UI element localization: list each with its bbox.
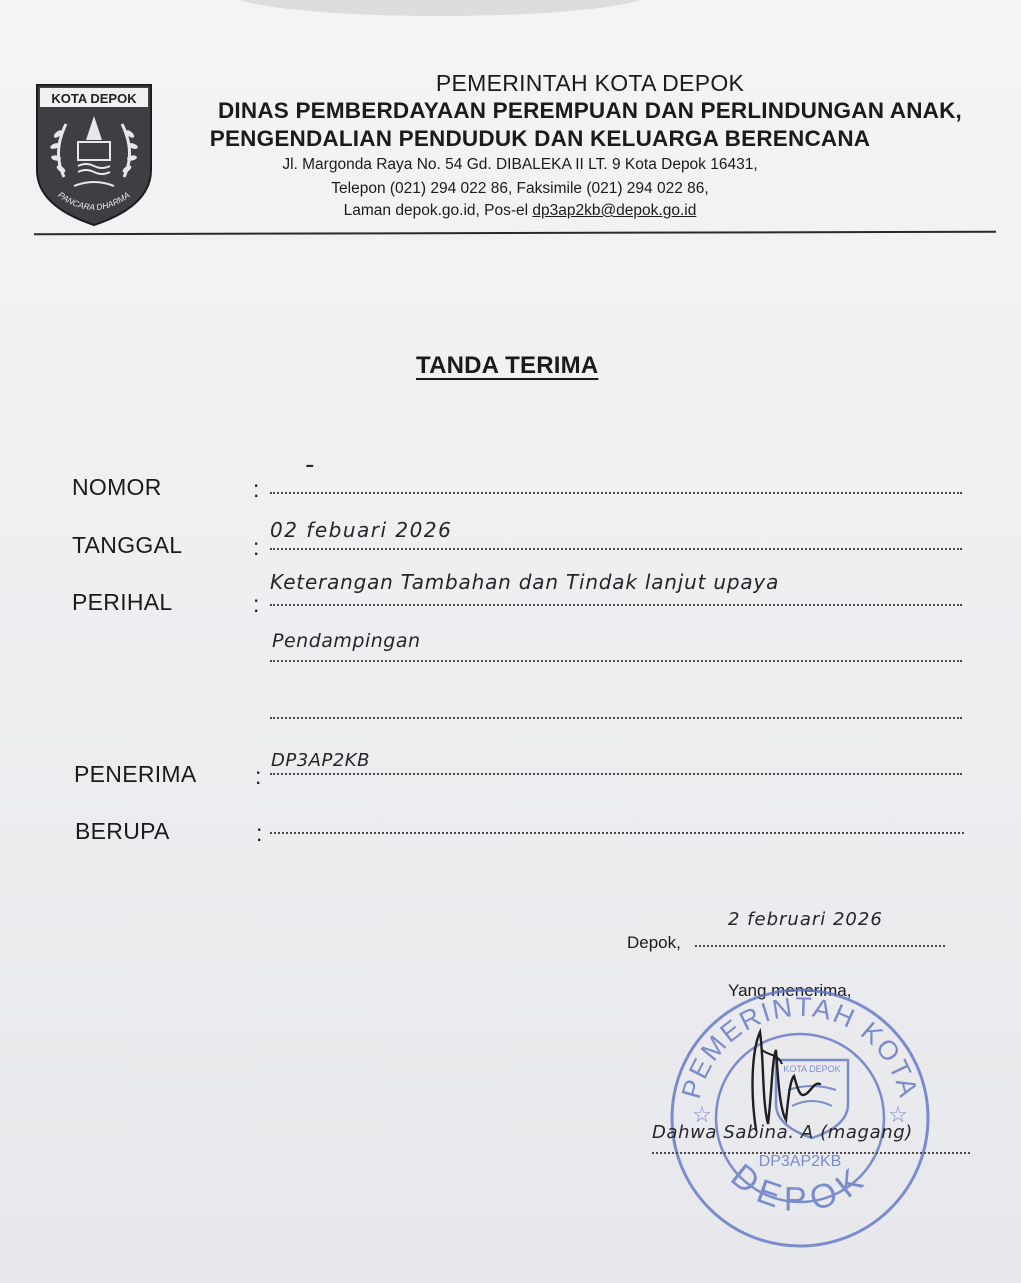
penerima-dotted-line: [270, 773, 962, 775]
department-name-line1: DINAS PEMBERDAYAAN PEREMPUAN DAN PERLINDUNGAN ANAK,: [217, 98, 963, 123]
nomor-label: NOMOR: [72, 474, 162, 500]
stamp-badge-text: KOTA DEPOK: [783, 1064, 841, 1074]
stamp-right-star-icon: ☆: [888, 1102, 908, 1127]
stamp-inner-text: DP3AP2KB: [758, 1153, 842, 1170]
berupa-dotted-line: [270, 832, 964, 834]
emblem-top-text: KOTA DEPOK: [51, 91, 137, 106]
receiver-label: Yang menerima,: [728, 981, 852, 1000]
office-address: Jl. Margonda Raya No. 54 Gd. DIBALEKA II LT. 9 Kota Depok 16431,: [282, 156, 758, 173]
office-email-link[interactable]: dp3ap2kb@depok.go.id: [532, 202, 697, 219]
nomor-dotted-line: [270, 492, 962, 494]
place-label: Depok,: [627, 933, 681, 952]
document-title: TANDA TERIMA: [416, 352, 599, 379]
office-web: [90, 202, 950, 220]
emblem-motto-text: PANCARA DHARMA: [56, 189, 132, 213]
department-name-line2: PENGENDALIAN PENDUDUK DAN KELUARGA BERENCANA: [209, 126, 871, 151]
signer-name-dotted-line: [652, 1152, 970, 1154]
perihal-dotted-line-1: [270, 604, 962, 606]
perihal-value-line1: Keterangan Tambahan dan Tindak lanjut upaya: [270, 570, 780, 594]
penerima-value: DP3AP2KB: [271, 750, 370, 771]
stamp-top-text: PEMERINTAH KOTA: [675, 991, 925, 1102]
office-phone: Telepon (021) 294 022 86, Faksimile (021) 294 022 86,: [331, 180, 709, 197]
place-date-dotted-line: [695, 945, 945, 947]
penerima-colon: :: [255, 763, 262, 789]
penerima-label: PENERIMA: [74, 761, 197, 787]
government-name: PEMERINTAH KOTA DEPOK: [435, 70, 745, 96]
stamp-left-star-icon: ☆: [692, 1102, 712, 1127]
perihal-colon: :: [253, 591, 260, 617]
tanggal-label: TANGGAL: [72, 532, 183, 558]
perihal-dotted-line-2: [270, 660, 962, 662]
tanggal-dotted-line: [270, 548, 962, 550]
berupa-colon: :: [256, 820, 263, 846]
perihal-value-line2: Pendampingan: [272, 630, 421, 652]
letterhead-divider: [34, 231, 996, 236]
stamp-bottom-text: DEPOK: [723, 1156, 877, 1219]
berupa-label: BERUPA: [75, 818, 170, 844]
nomor-value: -: [305, 450, 316, 480]
tanggal-value: 02 febuari 2026: [270, 518, 453, 542]
tanggal-colon: :: [253, 534, 260, 560]
perihal-dotted-line-3: [270, 717, 962, 719]
signer-name: Dahwa Sabina. A (magang): [652, 1122, 913, 1143]
signature-date: 2 februari 2026: [728, 909, 883, 930]
perihal-label: PERIHAL: [72, 589, 173, 615]
nomor-colon: :: [253, 476, 260, 502]
paper-crease: [230, 0, 650, 16]
web-prefix: Laman depok.go.id, Pos-el: [343, 202, 533, 219]
